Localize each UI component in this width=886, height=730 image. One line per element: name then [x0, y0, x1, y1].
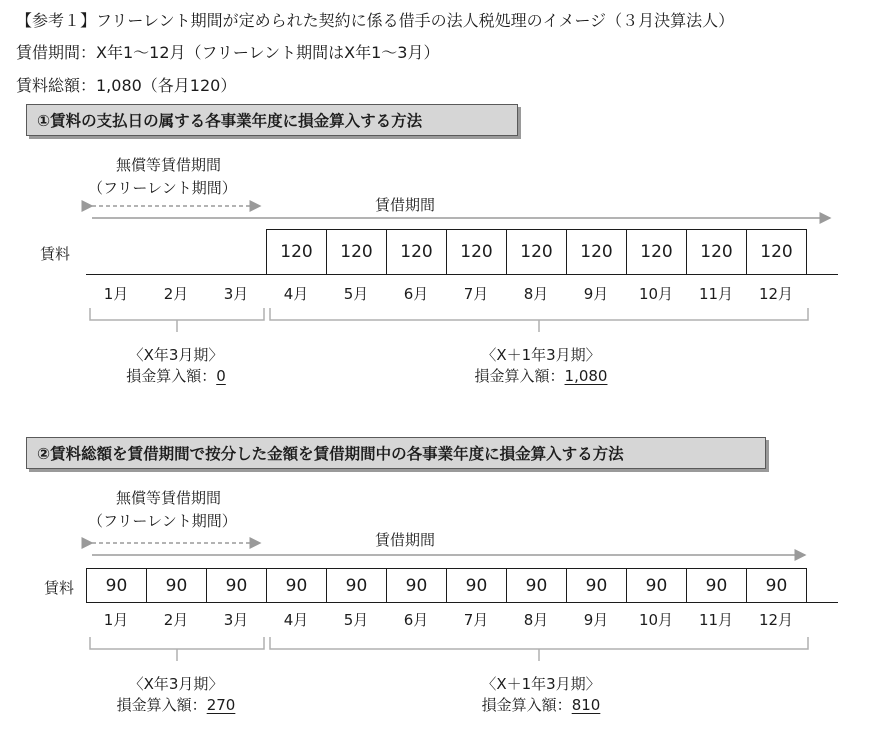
- method1-period-a-prefix: 損金算入額：: [126, 367, 217, 385]
- method2-rent-cell: 90: [626, 568, 687, 603]
- method2-period-b-label: 〈X＋1年3月期〉: [481, 675, 601, 693]
- method2-month-label: 3月: [223, 611, 249, 629]
- method2-lease-period-label: 賃借期間: [375, 531, 436, 549]
- method2-month-label: 9月: [583, 611, 609, 629]
- method2-rent-cell: 90: [746, 568, 807, 603]
- method2-rent-cell: 90: [686, 568, 747, 603]
- method1-period-a-label: 〈X年3月期〉: [128, 346, 224, 364]
- method2-period-a-prefix: 損金算入額：: [116, 696, 207, 714]
- method1-rent-cell: 120: [566, 229, 627, 275]
- method1-rent-cell: 120: [626, 229, 687, 275]
- method2-period-b-prefix: 損金算入額：: [481, 696, 572, 714]
- method2-month-label: 1月: [103, 611, 129, 629]
- method1-month-label: 4月: [283, 285, 309, 303]
- method1-rent-cell: 120: [326, 229, 387, 275]
- method1-period-b-label: 〈X＋1年3月期〉: [481, 346, 601, 364]
- method1-rent-cell: 120: [386, 229, 447, 275]
- method2-month-label: 12月: [758, 611, 794, 629]
- method2-rent-cell: 90: [86, 568, 147, 603]
- method1-rent-cell: 120: [686, 229, 747, 275]
- method1-rent-cell: 120: [266, 229, 327, 275]
- method1-lease-period-label: 賃借期間: [375, 196, 436, 214]
- method1-period-b-prefix: 損金算入額：: [474, 367, 565, 385]
- method1-month-label: 5月: [343, 285, 369, 303]
- method2-rent-cell: 90: [146, 568, 207, 603]
- method1-rent-label: 賃料: [40, 245, 71, 263]
- method1-month-label: 1月: [103, 285, 129, 303]
- page-title: 【参考１】フリーレント期間が定められた契約に係る借手の法人税処理のイメージ（３月決算法人）: [16, 11, 735, 30]
- method2-month-label: 4月: [283, 611, 309, 629]
- method2-month-label: 6月: [403, 611, 429, 629]
- method2-period-a-amount: 270: [206, 696, 236, 714]
- method1-month-label: 9月: [583, 285, 609, 303]
- method2-free-label: 無償等賃借期間: [116, 489, 222, 507]
- method1-rent-cell: 120: [446, 229, 507, 275]
- method2-free-sublabel: （フリーレント期間）: [88, 512, 237, 530]
- method2-month-label: 11月: [698, 611, 734, 629]
- method2-rent-cell: 90: [326, 568, 387, 603]
- method1-rent-cell: 120: [506, 229, 567, 275]
- method1-period-b-amount: 1,080: [564, 367, 608, 385]
- method1-month-label: 12月: [758, 285, 794, 303]
- method2-rent-cell: 90: [386, 568, 447, 603]
- method2-month-label: 8月: [523, 611, 549, 629]
- method1-month-label: 11月: [698, 285, 734, 303]
- method2-rent-cell: 90: [266, 568, 327, 603]
- total-rent-line: 賃料総額：1,080（各月120）: [16, 76, 237, 95]
- method2-month-label: 7月: [463, 611, 489, 629]
- method1-bracket-b: [270, 308, 808, 332]
- method1-month-label: 7月: [463, 285, 489, 303]
- method1-free-sublabel: （フリーレント期間）: [88, 179, 237, 197]
- method1-month-label: 6月: [403, 285, 429, 303]
- method1-month-label: 10月: [638, 285, 674, 303]
- method2-month-label: 10月: [638, 611, 674, 629]
- lease-term-line: 賃借期間：X年1～12月（フリーレント期間はX年1～3月）: [16, 43, 440, 62]
- method2-title: ②賃料総額を賃借期間で按分した金額を賃借期間中の各事業年度に損金算入する方法: [37, 445, 624, 463]
- method2-month-label: 5月: [343, 611, 369, 629]
- method2-rent-label: 賃料: [44, 579, 75, 597]
- method1-title: ①賃料の支払日の属する各事業年度に損金算入する方法: [37, 112, 423, 130]
- method1-free-label: 無償等賃借期間: [116, 156, 222, 174]
- method1-bracket-a: [90, 308, 264, 332]
- method1-rent-cell: 120: [746, 229, 807, 275]
- method2-bracket-b: [270, 637, 808, 661]
- method1-month-label: 2月: [163, 285, 189, 303]
- method2-rent-cell: 90: [446, 568, 507, 603]
- method2-month-label: 2月: [163, 611, 189, 629]
- method2-bracket-a: [90, 637, 264, 661]
- method1-month-label: 8月: [523, 285, 549, 303]
- method2-rent-cell: 90: [206, 568, 267, 603]
- method2-period-a-label: 〈X年3月期〉: [128, 675, 224, 693]
- method2-period-b-amount: 810: [571, 696, 601, 714]
- method2-rent-cell: 90: [506, 568, 567, 603]
- method1-period-a-amount: 0: [216, 367, 226, 385]
- method2-rent-cell: 90: [566, 568, 627, 603]
- method1-month-label: 3月: [223, 285, 249, 303]
